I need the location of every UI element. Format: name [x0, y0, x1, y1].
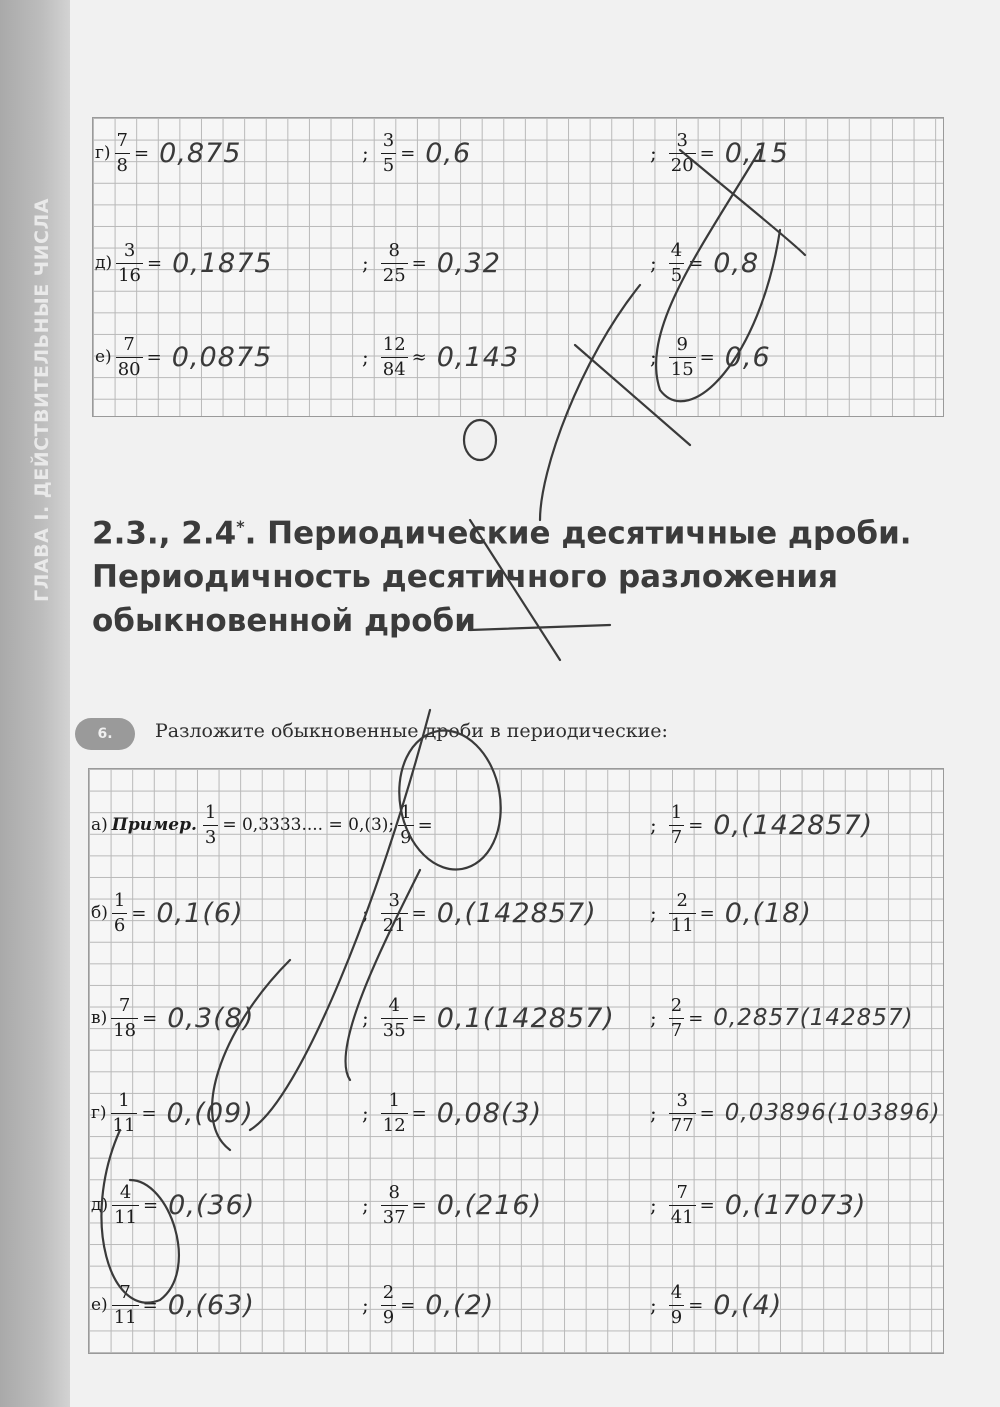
row-label: е): [95, 347, 112, 367]
task-row: [0, 1078, 1000, 1148]
fraction-item: ; $\frac{3}{77}$ = 0,03896(103896): [650, 1089, 941, 1136]
chapter-label: ГЛАВА I. ДЕЙСТВИТЕЛЬНЫЕ ЧИСЛА: [31, 198, 53, 602]
fraction: $\frac{4}{11}$: [114, 1181, 138, 1228]
fraction-item: е) $\frac{7}{80}$ = 0,0875: [95, 333, 273, 380]
handwritten-answer: 0,6: [724, 341, 771, 373]
fraction-item: ; $\frac{12}{84}$ ≈ 0,143: [362, 333, 520, 380]
fraction-item: ; $\frac{2}{11}$ = 0,(18): [650, 889, 812, 936]
handwritten-answer: 0,03896(103896): [724, 1100, 941, 1126]
handwritten-answer: 0,(4): [713, 1289, 783, 1321]
handwritten-answer: 0,(09): [166, 1097, 254, 1129]
fraction-item: ; $\frac{8}{37}$ = 0,(216): [362, 1181, 543, 1228]
handwritten-answer: 0,6: [425, 137, 472, 169]
fraction: $\frac{3}{21}$: [382, 889, 406, 936]
fraction: $\frac{3}{16}$: [118, 239, 142, 286]
handwritten-answer: 0,(63): [167, 1289, 255, 1321]
fraction-item: ; $\frac{4}{35}$ = 0,1(142857): [362, 994, 615, 1041]
fraction: $\frac{1}{3}$: [204, 801, 217, 848]
fraction: $\frac{2}{7}$: [670, 994, 683, 1041]
fraction: $\frac{1}{11}$: [112, 1089, 136, 1136]
row-label: е): [91, 1295, 108, 1315]
fraction-item: д) $\frac{4}{11}$ = 0,(36): [91, 1181, 256, 1228]
handwritten-answer: 0,(142857): [436, 897, 597, 929]
fraction-item: ; $\frac{3}{5}$ = 0,6: [362, 129, 472, 176]
top-row-e: [0, 322, 1000, 392]
fraction: $\frac{7}{41}$: [670, 1181, 694, 1228]
handwritten-answer: 0,3(8): [167, 1002, 255, 1034]
handwritten-answer: 0,8: [713, 247, 760, 279]
fraction: $\frac{7}{8}$: [116, 129, 128, 176]
fraction-item: ; $\frac{3}{20}$ = 0,15: [650, 129, 789, 176]
fraction-item: ; $\frac{3}{21}$ = 0,(142857): [362, 889, 597, 936]
task-row: [0, 1170, 1000, 1240]
fraction: $\frac{3}{77}$: [670, 1089, 694, 1136]
handwritten-answer: 0,1(142857): [436, 1002, 615, 1034]
fraction: $\frac{12}{84}$: [382, 333, 406, 380]
handwritten-answer: 0,08(3): [436, 1097, 543, 1129]
handwritten-answer: 0,(17073): [724, 1189, 867, 1221]
fraction-item: ; $\frac{7}{41}$ = 0,(17073): [650, 1181, 867, 1228]
handwritten-answer: 0,15: [724, 137, 789, 169]
row-label: д): [91, 1195, 109, 1215]
fraction: $\frac{8}{37}$: [382, 1181, 406, 1228]
example-item: [91, 790, 433, 860]
fraction-item: д) $\frac{3}{16}$ = 0,1875: [95, 239, 273, 286]
fraction: $\frac{4}{9}$: [670, 1281, 683, 1328]
handwritten-answer: 0,32: [436, 247, 501, 279]
fraction: $\frac{2}{11}$: [670, 889, 694, 936]
handwritten-answer: 0,1875: [172, 247, 273, 279]
task-row: [0, 878, 1000, 948]
fraction-item: г) $\frac{7}{8}$ = 0,875: [95, 129, 242, 176]
handwritten-answer: 0,2857(142857): [713, 1005, 914, 1031]
row-label: в): [91, 1008, 108, 1028]
task-row: [0, 1270, 1000, 1340]
fraction: $\frac{7}{80}$: [117, 333, 141, 380]
fraction: $\frac{9}{15}$: [670, 333, 694, 380]
section-title: 2.3., 2.4*. Периодические десятичные дроби. Периодичность десятичного разложения обыкновенной дроби: [92, 515, 912, 640]
handwritten-answer: 0,(36): [168, 1189, 256, 1221]
fraction: $\frac{7}{18}$: [113, 994, 137, 1041]
task-instruction: Разложите обыкновенные дроби в периодические:: [155, 720, 668, 742]
scribble-stroke: [464, 420, 496, 460]
fraction: $\frac{2}{9}$: [382, 1281, 395, 1328]
fraction-item: е) $\frac{7}{11}$ = 0,(63): [91, 1281, 255, 1328]
fraction-item: ; $\frac{9}{15}$ = 0,6: [650, 333, 771, 380]
fraction: $\frac{8}{25}$: [382, 239, 406, 286]
fraction-item: б) $\frac{1}{6}$ = 0,1(6): [91, 889, 244, 936]
fraction: $\frac{4}{5}$: [670, 239, 683, 286]
fraction: $\frac{7}{11}$: [113, 1281, 137, 1328]
task-row-a: [0, 790, 1000, 860]
fraction-item: г) $\frac{1}{11}$ = 0,(09): [91, 1089, 254, 1136]
fraction-item: ; $\frac{8}{25}$ = 0,32: [362, 239, 501, 286]
fraction-item: ; $\frac{4}{5}$ = 0,8: [650, 239, 760, 286]
fraction-item: ; $\frac{1}{7}$ = 0,(142857): [650, 801, 874, 848]
fraction: $\frac{1}{7}$: [670, 801, 683, 848]
fraction: $\frac{4}{35}$: [382, 994, 406, 1041]
fraction-item: ; $\frac{1}{12}$ = 0,08(3): [362, 1089, 543, 1136]
row-label: б): [91, 903, 108, 923]
handwritten-answer: 0,0875: [171, 341, 273, 373]
fraction-item: в) $\frac{7}{18}$ = 0,3(8): [91, 994, 255, 1041]
top-row-d: [0, 228, 1000, 298]
task-number-badge: 6.: [75, 718, 135, 750]
row-label: г): [95, 143, 111, 163]
handwritten-answer: 0,(18): [724, 897, 812, 929]
fraction-item: ; $\frac{2}{9}$ = 0,(2): [362, 1281, 495, 1328]
handwritten-answer: 0,875: [159, 137, 242, 169]
top-row-g: [0, 118, 1000, 188]
row-label: д): [95, 253, 113, 273]
example-text: а) Пример. $\frac{1}{3}$ = 0,3333.... = 0,(3); $\frac{1}{9}$ =: [91, 801, 433, 848]
fraction: $\frac{3}{5}$: [382, 129, 395, 176]
handwritten-answer: 0,(142857): [713, 809, 874, 841]
task-row: [0, 983, 1000, 1053]
fraction: $\frac{1}{9}$: [400, 801, 412, 848]
fraction-item: ; $\frac{2}{7}$ = 0,2857(142857): [650, 994, 914, 1041]
fraction: $\frac{1}{12}$: [382, 1089, 406, 1136]
handwritten-answer: 0,(216): [436, 1189, 543, 1221]
row-label: г): [91, 1103, 107, 1123]
handwritten-answer: 0,(2): [425, 1289, 495, 1321]
fraction: $\frac{1}{6}$: [113, 889, 126, 936]
handwritten-answer: 0,1(6): [156, 897, 244, 929]
fraction-item: ; $\frac{4}{9}$ = 0,(4): [650, 1281, 783, 1328]
fraction: $\frac{3}{20}$: [670, 129, 694, 176]
handwritten-answer: 0,143: [436, 341, 520, 373]
